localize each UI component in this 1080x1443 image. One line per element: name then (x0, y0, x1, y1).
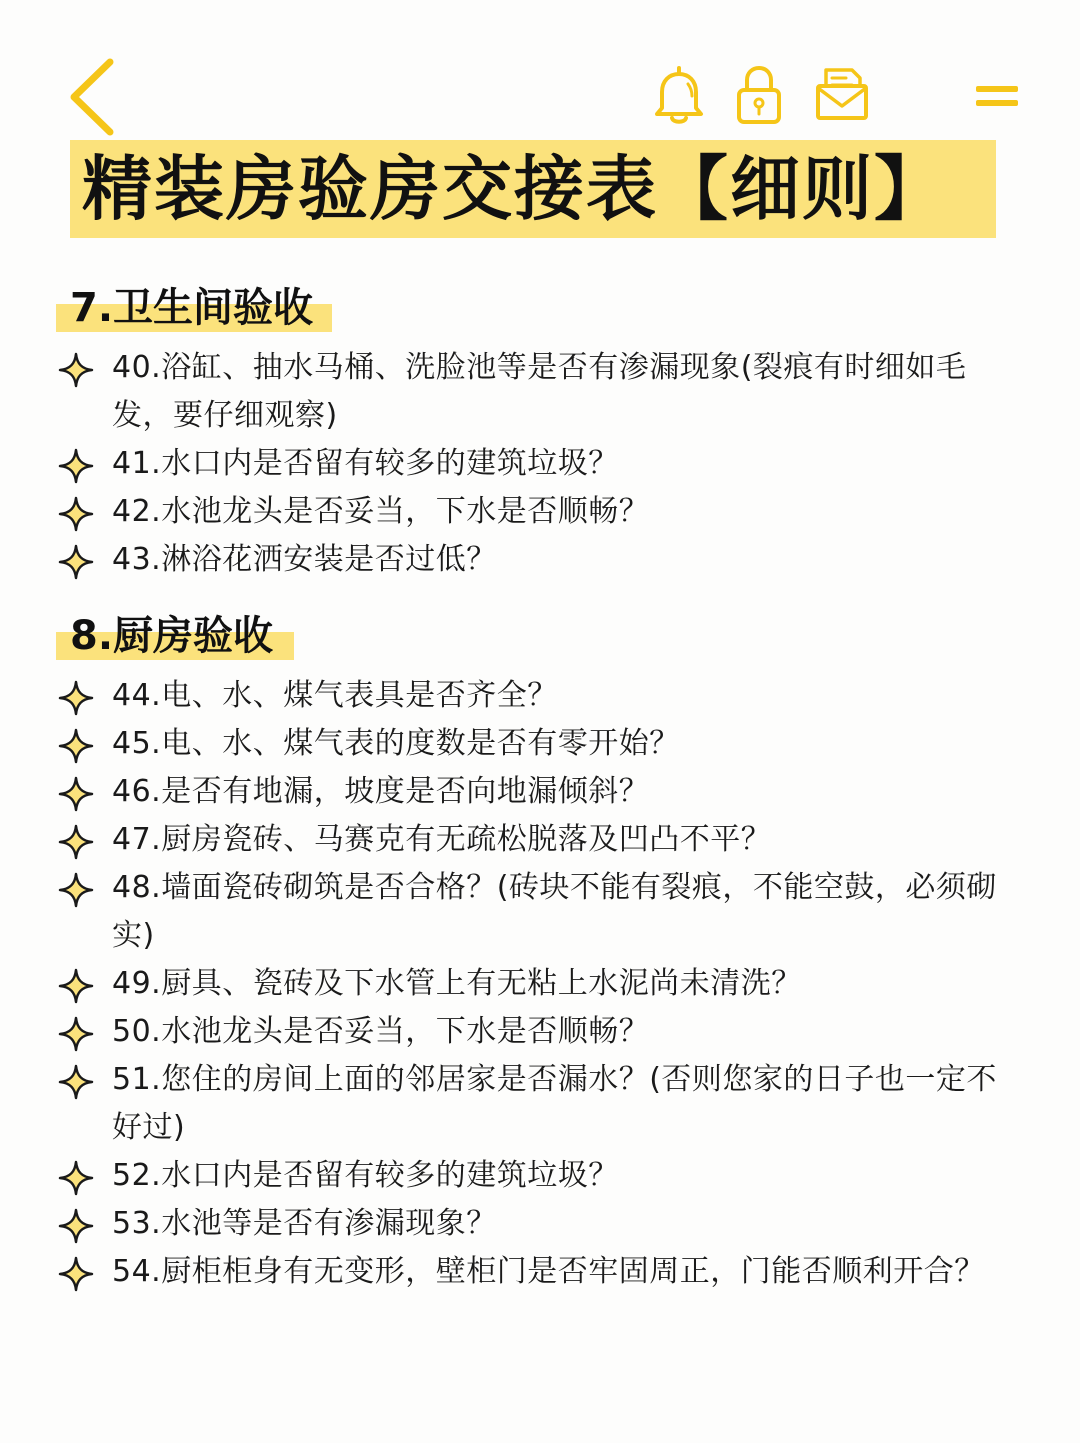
list-item (0, 440, 1080, 488)
menu-button[interactable] (976, 86, 1018, 110)
list-item (0, 864, 1080, 960)
sparkle-icon (58, 1064, 94, 1100)
sparkle-icon (58, 352, 94, 388)
list-item (0, 1200, 1080, 1248)
back-button[interactable] (62, 58, 122, 136)
list-item (0, 768, 1080, 816)
list-item-text: 48.墙面瓷砖砌筑是否合格？(砖块不能有裂痕，不能空鼓，必须砌实) (112, 870, 997, 953)
sparkle-icon (58, 1016, 94, 1052)
list-item (0, 720, 1080, 768)
list-item (0, 1008, 1080, 1056)
mail-icon[interactable] (814, 64, 870, 122)
list-item-text: 47.厨房瓷砖、马赛克有无疏松脱落及凹凸不平？ (112, 822, 772, 857)
page-title: 精装房验房交接表【细则】 (82, 148, 946, 230)
top-bar (0, 0, 1080, 140)
sparkle-icon (58, 496, 94, 532)
sparkle-icon (58, 448, 94, 484)
sparkle-icon (58, 776, 94, 812)
sparkle-icon (58, 1256, 94, 1292)
sparkle-icon (58, 824, 94, 860)
sparkle-icon (58, 728, 94, 764)
list-item (0, 1152, 1080, 1200)
bell-icon[interactable] (652, 64, 706, 126)
section-bathroom (0, 282, 1080, 584)
sparkle-icon (58, 1160, 94, 1196)
checklist (0, 344, 1080, 584)
list-item-text: 52.水口内是否留有较多的建筑垃圾？ (112, 1158, 619, 1193)
sparkle-icon (58, 968, 94, 1004)
list-item-text: 40.浴缸、抽水马桶、洗脸池等是否有渗漏现象(裂痕有时细如毛发，要仔细观察) (112, 350, 967, 433)
section-heading-text: 8.厨房验收 (70, 613, 274, 659)
sparkle-icon (58, 1208, 94, 1244)
list-item (0, 672, 1080, 720)
list-item-text: 43.淋浴花洒安装是否过低？ (112, 542, 497, 577)
list-item-text: 49.厨具、瓷砖及下水管上有无粘上水泥尚未清洗？ (112, 966, 802, 1001)
list-item-text: 50.水池龙头是否妥当，下水是否顺畅？ (112, 1014, 650, 1049)
lock-icon[interactable] (734, 64, 784, 126)
section-heading (56, 282, 1080, 336)
list-item-text: 53.水池等是否有渗漏现象？ (112, 1206, 497, 1241)
list-item (0, 960, 1080, 1008)
menu-icon-bar (976, 86, 1018, 92)
sparkle-icon (58, 544, 94, 580)
section-heading (56, 610, 1080, 664)
list-item (0, 488, 1080, 536)
list-item (0, 1056, 1080, 1152)
list-item (0, 344, 1080, 440)
sparkle-icon (58, 872, 94, 908)
list-item-text: 41.水口内是否留有较多的建筑垃圾？ (112, 446, 619, 481)
sparkle-icon (58, 680, 94, 716)
list-item-text: 51.您住的房间上面的邻居家是否漏水？(否则您家的日子也一定不好过) (112, 1062, 997, 1145)
section-heading-text: 7.卫生间验收 (70, 285, 314, 331)
list-item-text: 54.厨柜柜身有无变形，壁柜门是否牢固周正，门能否顺利开合？ (112, 1254, 985, 1289)
list-item-text: 42.水池龙头是否妥当，下水是否顺畅？ (112, 494, 650, 529)
list-item-text: 44.电、水、煤气表具是否齐全？ (112, 678, 558, 713)
chevron-left-icon (62, 58, 122, 136)
list-item (0, 536, 1080, 584)
list-item (0, 816, 1080, 864)
list-item-text: 45.电、水、煤气表的度数是否有零开始？ (112, 726, 680, 761)
menu-icon-bar (976, 100, 1018, 106)
list-item (0, 1248, 1080, 1296)
checklist (0, 672, 1080, 1296)
list-item-text: 46.是否有地漏，坡度是否向地漏倾斜？ (112, 774, 650, 809)
section-kitchen (0, 610, 1080, 1296)
